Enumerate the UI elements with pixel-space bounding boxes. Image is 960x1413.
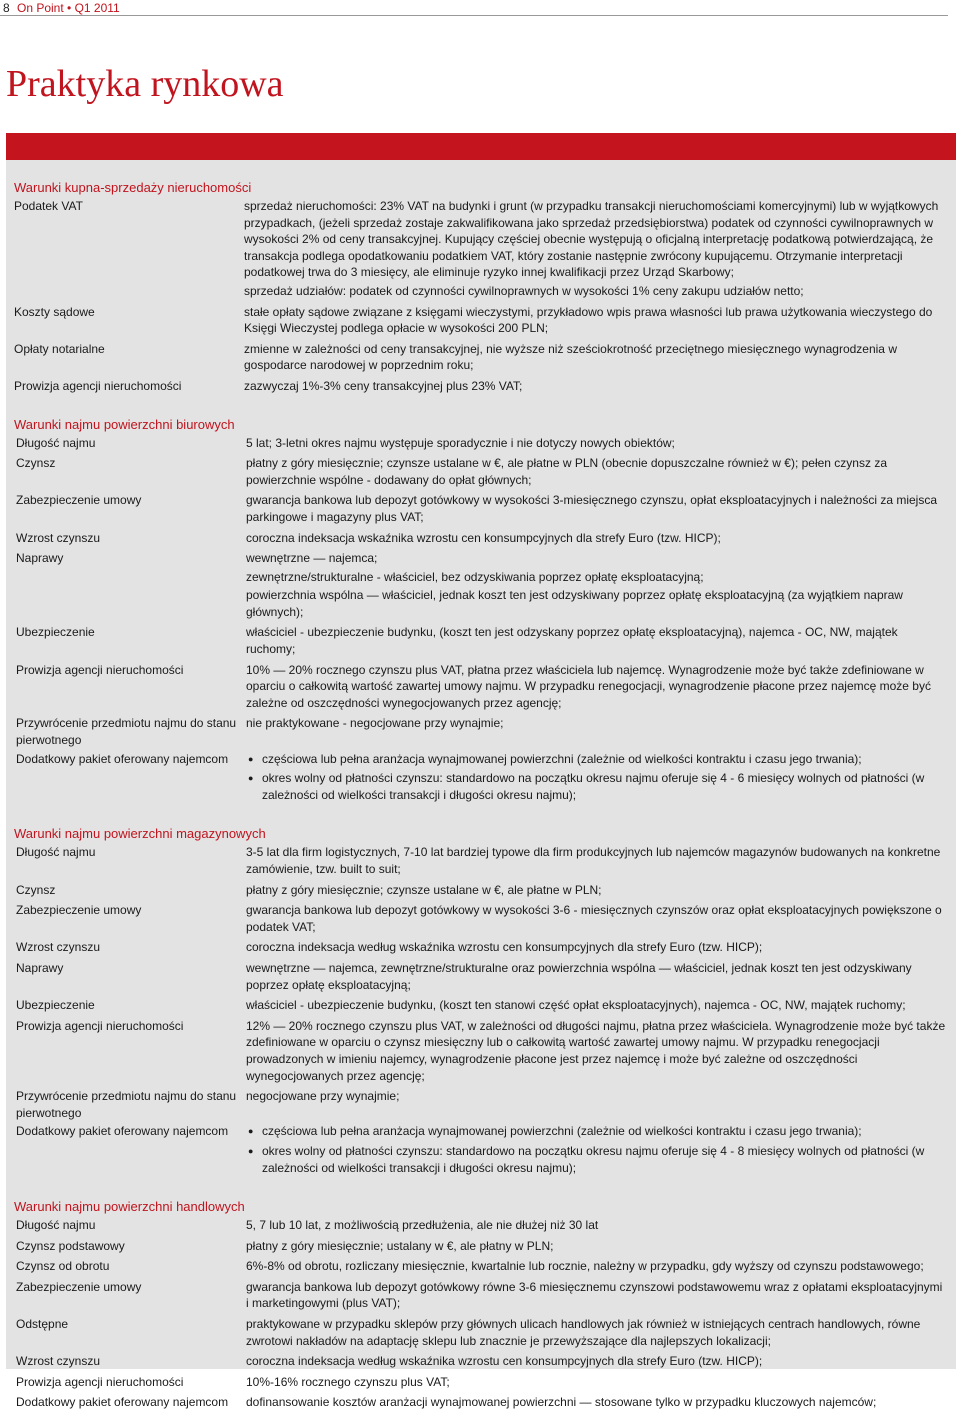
term-paragraph: gwarancja bankowa lub depozyt gotówkowy w wysokości 3-miesięcznego czynszu, opłat eksploatacyjnych i należności za miejsca parkingowe i magazyny plus VAT; <box>246 493 938 524</box>
term-value <box>246 960 956 995</box>
term-row <box>6 1353 956 1372</box>
term-value <box>246 715 956 748</box>
term-row <box>6 455 956 490</box>
term-row <box>6 1217 956 1236</box>
term-label: Naprawy <box>16 960 64 975</box>
term-value <box>246 1258 956 1277</box>
term-value <box>246 662 956 714</box>
header-rule <box>0 15 948 16</box>
term-label: Wzrost czynszu <box>16 1354 101 1369</box>
term-label: Zabezpieczenie umowy <box>16 903 142 918</box>
term-paragraph: 10%-16% rocznego czynszu plus VAT; <box>246 1374 450 1389</box>
term-paragraph: sprzedaż udziałów: podatek od czynności cywilnoprawnych w wysokości 1% ceny zakupu udziałów netto; <box>244 283 804 298</box>
term-paragraph: wewnętrzne — najemca; <box>246 551 378 566</box>
term-paragraph: dofinansowanie kosztów aranżacji wynajmowanej powierzchni — stosowane tylko w przypadku kluczowych najemców; <box>246 1395 877 1410</box>
section <box>6 1181 956 1413</box>
term-label: Wzrost czynszu <box>16 530 101 545</box>
term-label: Czynsz <box>16 882 56 897</box>
term-paragraph: gwarancja bankowa lub depozyt gotówkowy w wysokości 3-6 - miesięcznych czynszów oraz opłat eksploatacyjnych powiększone o podatek VAT; <box>246 903 942 934</box>
term-row <box>6 624 956 659</box>
term-value <box>246 1316 956 1351</box>
term-value <box>246 902 956 937</box>
term-label: Wzrost czynszu <box>16 940 101 955</box>
term-value <box>246 1374 956 1393</box>
term-paragraph: coroczna indeksacja według wskaźnika wzrostu cen konsumpcyjnych dla strefy Euro (tzw. HICP); <box>246 1354 763 1369</box>
term-row <box>6 1258 956 1277</box>
term-label: Długość najmu <box>16 845 96 860</box>
term-value <box>246 1353 956 1372</box>
term-paragraph: płatny z góry miesięcznie; ustalany w €, ale płatny w PLN; <box>246 1238 554 1253</box>
term-label: Odstępne <box>16 1317 69 1332</box>
term-label: Czynsz <box>16 456 56 471</box>
term-paragraph: 10% — 20% rocznego czynszu plus VAT, płatna przez właściciela lub najemcę. Wynagrodzenie może być także zdefiniowane w oparciu o całkowitą wartość zawartej umowy najmu. W przypadku renegocjacji, wynagrodzenie płacone przez najemcę może być zależne od oszczędności wynegocjowanych przez agencję; <box>246 662 931 710</box>
page-number: 8 <box>3 1 10 15</box>
term-value <box>246 624 956 659</box>
term-label: Prowizja agencji nieruchomości <box>16 1018 184 1033</box>
bullet-item: ● częściowa lub pełna aranżacja wynajmowanej powierzchni (zależnie od wielkości kontraktu i czasu jego trwania); <box>262 1123 948 1140</box>
bullet-item: ● okres wolny od płatności czynszu: standardowo na początku okresu najmu oferuje się 4 - 8 miesięcy wolnych od płatności (w zależności od wielkości transakcji i długości okresu najmu); <box>262 1143 948 1176</box>
term-row <box>6 1279 956 1314</box>
term-value <box>244 198 956 302</box>
term-value <box>244 341 956 376</box>
term-row <box>6 1394 956 1413</box>
term-label: Prowizja agencji nieruchomości <box>16 1374 184 1389</box>
term-paragraph: płatny z góry miesięcznie; czynsze ustalane w €, ale płatne w PLN (obecnie dopuszczalne również w €); pełen czynsz za powierzchnie wspólne - dodawany do opłat głównych; <box>246 456 887 487</box>
term-label: Prowizja agencji nieruchomości <box>14 378 182 393</box>
term-value <box>246 1088 956 1121</box>
term-label: Naprawy <box>16 551 64 566</box>
term-value <box>246 455 956 490</box>
term-label: Długość najmu <box>16 1218 96 1233</box>
term-value <box>246 530 956 549</box>
term-row <box>6 492 956 527</box>
red-banner <box>6 133 956 160</box>
term-row <box>6 902 956 937</box>
term-value <box>246 844 956 879</box>
term-label: Długość najmu <box>16 435 96 450</box>
term-value <box>246 1123 956 1179</box>
term-value <box>246 1238 956 1257</box>
term-row <box>6 939 956 958</box>
term-value <box>244 378 956 397</box>
term-paragraph: właściciel - ubezpieczenie budynku, (koszt ten stanowi część opłat eksploatacyjnych), najemca - OC, NW, majątek ruchomy; <box>246 998 906 1013</box>
term-paragraph: nie praktykowane - negocjowane przy wynajmie; <box>246 716 504 731</box>
term-value <box>246 1394 956 1413</box>
term-paragraph: zazwyczaj 1%-3% ceny transakcyjnej plus 23% VAT; <box>244 378 523 393</box>
term-paragraph: 6%-8% od obrotu, rozliczany miesięcznie, kwartalnie lub rocznie, należny w przypadku, gdy wyższy od czynszu podstawowego; <box>246 1259 924 1274</box>
term-paragraph: płatny z góry miesięcznie; czynsze ustalane w €, ale płatne w PLN; <box>246 882 602 897</box>
term-row <box>6 198 956 302</box>
bullet-list <box>246 1123 948 1176</box>
term-value <box>246 1217 956 1236</box>
term-paragraph: praktykowane w przypadku sklepów przy głównych ulicach handlowych jak również w istniejących centrach handlowych, równe zwrotowi nakładów na adaptację sklepu lub znacznie je przewyższające dla najlepszych lokalizacji; <box>246 1317 921 1348</box>
term-paragraph: stałe opłaty sądowe związane z księgami wieczystymi, przykładowo wpis prawa własności lub prawa użytkowania wieczystego do Księgi Wieczystej podlega opłacie w wysokości 200 PLN; <box>244 304 933 336</box>
term-row <box>6 960 956 995</box>
term-paragraph: gwarancja bankowa lub depozyt gotówkowy równe 3-6 miesięcznemu czynszowi podstawowemu wraz z opłatami eksploatacyjnymi i marketingowymi (plus VAT); <box>246 1279 943 1311</box>
term-paragraph: coroczna indeksacja wskaźnika wzrostu cen konsumpcyjnych dla strefy Euro (tzw. HICP); <box>246 530 721 545</box>
term-label: Podatek VAT <box>14 199 83 213</box>
bullet-list <box>246 751 948 804</box>
term-paragraph: 3-5 lat dla firm logistycznych, 7-10 lat bardziej typowe dla firm produkcyjnych lub najemców magazynów budowanych na konkretne zamówienie, tzw. built to suit; <box>246 845 941 876</box>
content-panel <box>6 160 956 1410</box>
term-paragraph: wewnętrzne — najemca, zewnętrzne/strukturalne oraz powierzchnia wspólna — właściciel, jednak koszt ten jest odzyskiwany poprzez opłatę eksploatacyjną; <box>246 960 912 992</box>
term-row <box>6 1238 956 1257</box>
term-label: Dodatkowy pakiet oferowany najemcom <box>16 1124 229 1139</box>
term-paragraph: zewnętrzne/strukturalne - właściciel, bez odzyskiwania poprzez opłatę eksploatacyjną; <box>246 569 704 584</box>
term-value <box>246 997 956 1016</box>
term-row <box>6 1018 956 1086</box>
term-label: Dodatkowy pakiet oferowany najemcom <box>16 1395 229 1410</box>
term-label: Czynsz podstawowy <box>16 1238 125 1253</box>
term-label: Zabezpieczenie umowy <box>16 1279 142 1294</box>
section-title: Warunki najmu powierzchni magazynowych <box>14 826 266 842</box>
term-row <box>6 530 956 549</box>
publication-name: On Point • Q1 2011 <box>17 1 120 15</box>
term-label: Prowizja agencji nieruchomości <box>16 662 184 677</box>
section-title: Warunki kupna-sprzedaży nieruchomości <box>14 180 252 195</box>
term-row <box>6 662 956 714</box>
section <box>6 399 956 807</box>
section-title: Warunki najmu powierzchni biurowych <box>14 416 235 432</box>
term-row <box>6 435 956 454</box>
term-row <box>6 844 956 879</box>
term-paragraph: sprzedaż nieruchomości: 23% VAT na budynki i grunt (w przypadku transakcji nieruchomościami komercyjnymi) lub w wyjątkowych przypadkach, (jeżeli sprzedaż zostaje zakwalifikowana jako sprzedaż przedsiębiorstwa) podatek od czynności cywilnoprawnych w wysokości 2% od ceny transakcyjnej. Kupujący częściej obecnie występują o oficjalną interpretację podatkową potwierdzającą, że transakcja podlega opodatkowaniu podatkiem VAT, który zostanie następnie zwrócony kupującemu. Otrzymanie interpretacji podatkowej trwa do 3 miesięcy, ale eliminuje ryzyko innej kwalifikacji przez Urząd Skarbowy; <box>244 199 939 280</box>
term-value <box>246 939 956 958</box>
term-label: Koszty sądowe <box>14 304 95 319</box>
term-row <box>6 1088 956 1121</box>
term-row <box>6 1316 956 1351</box>
section <box>6 808 956 1179</box>
term-row <box>6 304 956 339</box>
term-row <box>6 997 956 1016</box>
term-label: Przywrócenie przedmiotu najmu do stanu pierwotnego <box>16 1089 237 1120</box>
term-label: Opłaty notarialne <box>14 341 105 356</box>
section-title: Warunki najmu powierzchni handlowych <box>14 1199 245 1215</box>
bullet-item: ● częściowa lub pełna aranżacja wynajmowanej powierzchni (zależnie od wielkości kontraktu i czasu jego trwania); <box>262 751 948 768</box>
term-paragraph: 5 lat; 3-letni okres najmu występuje sporadycznie i nie dotyczy nowych obiektów; <box>246 435 675 450</box>
term-row <box>6 378 956 397</box>
term-row <box>6 715 956 748</box>
term-value <box>244 304 956 339</box>
term-row <box>6 882 956 901</box>
term-value <box>246 550 956 622</box>
term-value <box>246 751 956 807</box>
term-label: Ubezpieczenie <box>16 625 95 640</box>
term-paragraph: 5, 7 lub 10 lat, z możliwością przedłużenia, ale nie dłużej niż 30 lat <box>246 1218 599 1233</box>
page-title: Praktyka rynkowa <box>6 63 284 105</box>
term-label: Ubezpieczenie <box>16 998 95 1013</box>
term-paragraph: właściciel - ubezpieczenie budynku, (koszt ten jest odzyskany poprzez opłatę eksploatacyjną), najemca - OC, NW, majątek ruchomy; <box>246 625 898 657</box>
term-paragraph: negocjowane przy wynajmie; <box>246 1089 400 1104</box>
term-paragraph: 12% — 20% rocznego czynszu plus VAT, w zależności od długości najmu, płatna przez właściciela. Wynagrodzenie może być także zdefiniowane w oparciu o czynsz miesięczny lub o całkowitą wartość zawartej umowy najmu. W przypadku renegocjacji prowadzonych w imieniu najemcy, wynagrodzenie płacone jest przez najemcę i może być zależne od oszczędności wynegocjowanych przez agencję; <box>246 1018 946 1083</box>
term-value <box>246 1279 956 1314</box>
term-value <box>246 435 956 454</box>
term-label: Czynsz od obrotu <box>16 1259 110 1274</box>
term-row <box>6 341 956 376</box>
term-label: Zabezpieczenie umowy <box>16 493 142 508</box>
term-value <box>246 492 956 527</box>
term-paragraph: coroczna indeksacja według wskaźnika wzrostu cen konsumpcyjnych dla strefy Euro (tzw. HICP); <box>246 940 763 955</box>
term-row <box>6 1374 956 1393</box>
term-paragraph: powierzchnia wspólna — właściciel, jednak koszt ten jest odzyskiwany poprzez opłatę eksploatacyjną (za wyjątkiem napraw głównych); <box>246 588 903 619</box>
section <box>6 160 956 397</box>
bullet-item: ● okres wolny od płatności czynszu: standardowo na początku okresu najmu oferuje się 4 - 6 miesięcy wolnych od płatności (w zależności od wielkości transakcji i długości okresu najmu); <box>262 770 948 803</box>
term-label: Dodatkowy pakiet oferowany najemcom <box>16 751 229 766</box>
term-row <box>6 550 956 622</box>
term-row <box>6 1123 956 1179</box>
term-paragraph: zmienne w zależności od ceny transakcyjnej, nie wyższe niż sześciokrotność przeciętnego miesięcznego wynagrodzenia w gospodarce narodowej w poprzednim roku; <box>244 341 897 373</box>
term-label: Przywrócenie przedmiotu najmu do stanu pierwotnego <box>16 716 237 748</box>
term-value <box>246 1018 956 1086</box>
term-value <box>246 882 956 901</box>
page-header <box>0 0 960 20</box>
term-row <box>6 751 956 807</box>
